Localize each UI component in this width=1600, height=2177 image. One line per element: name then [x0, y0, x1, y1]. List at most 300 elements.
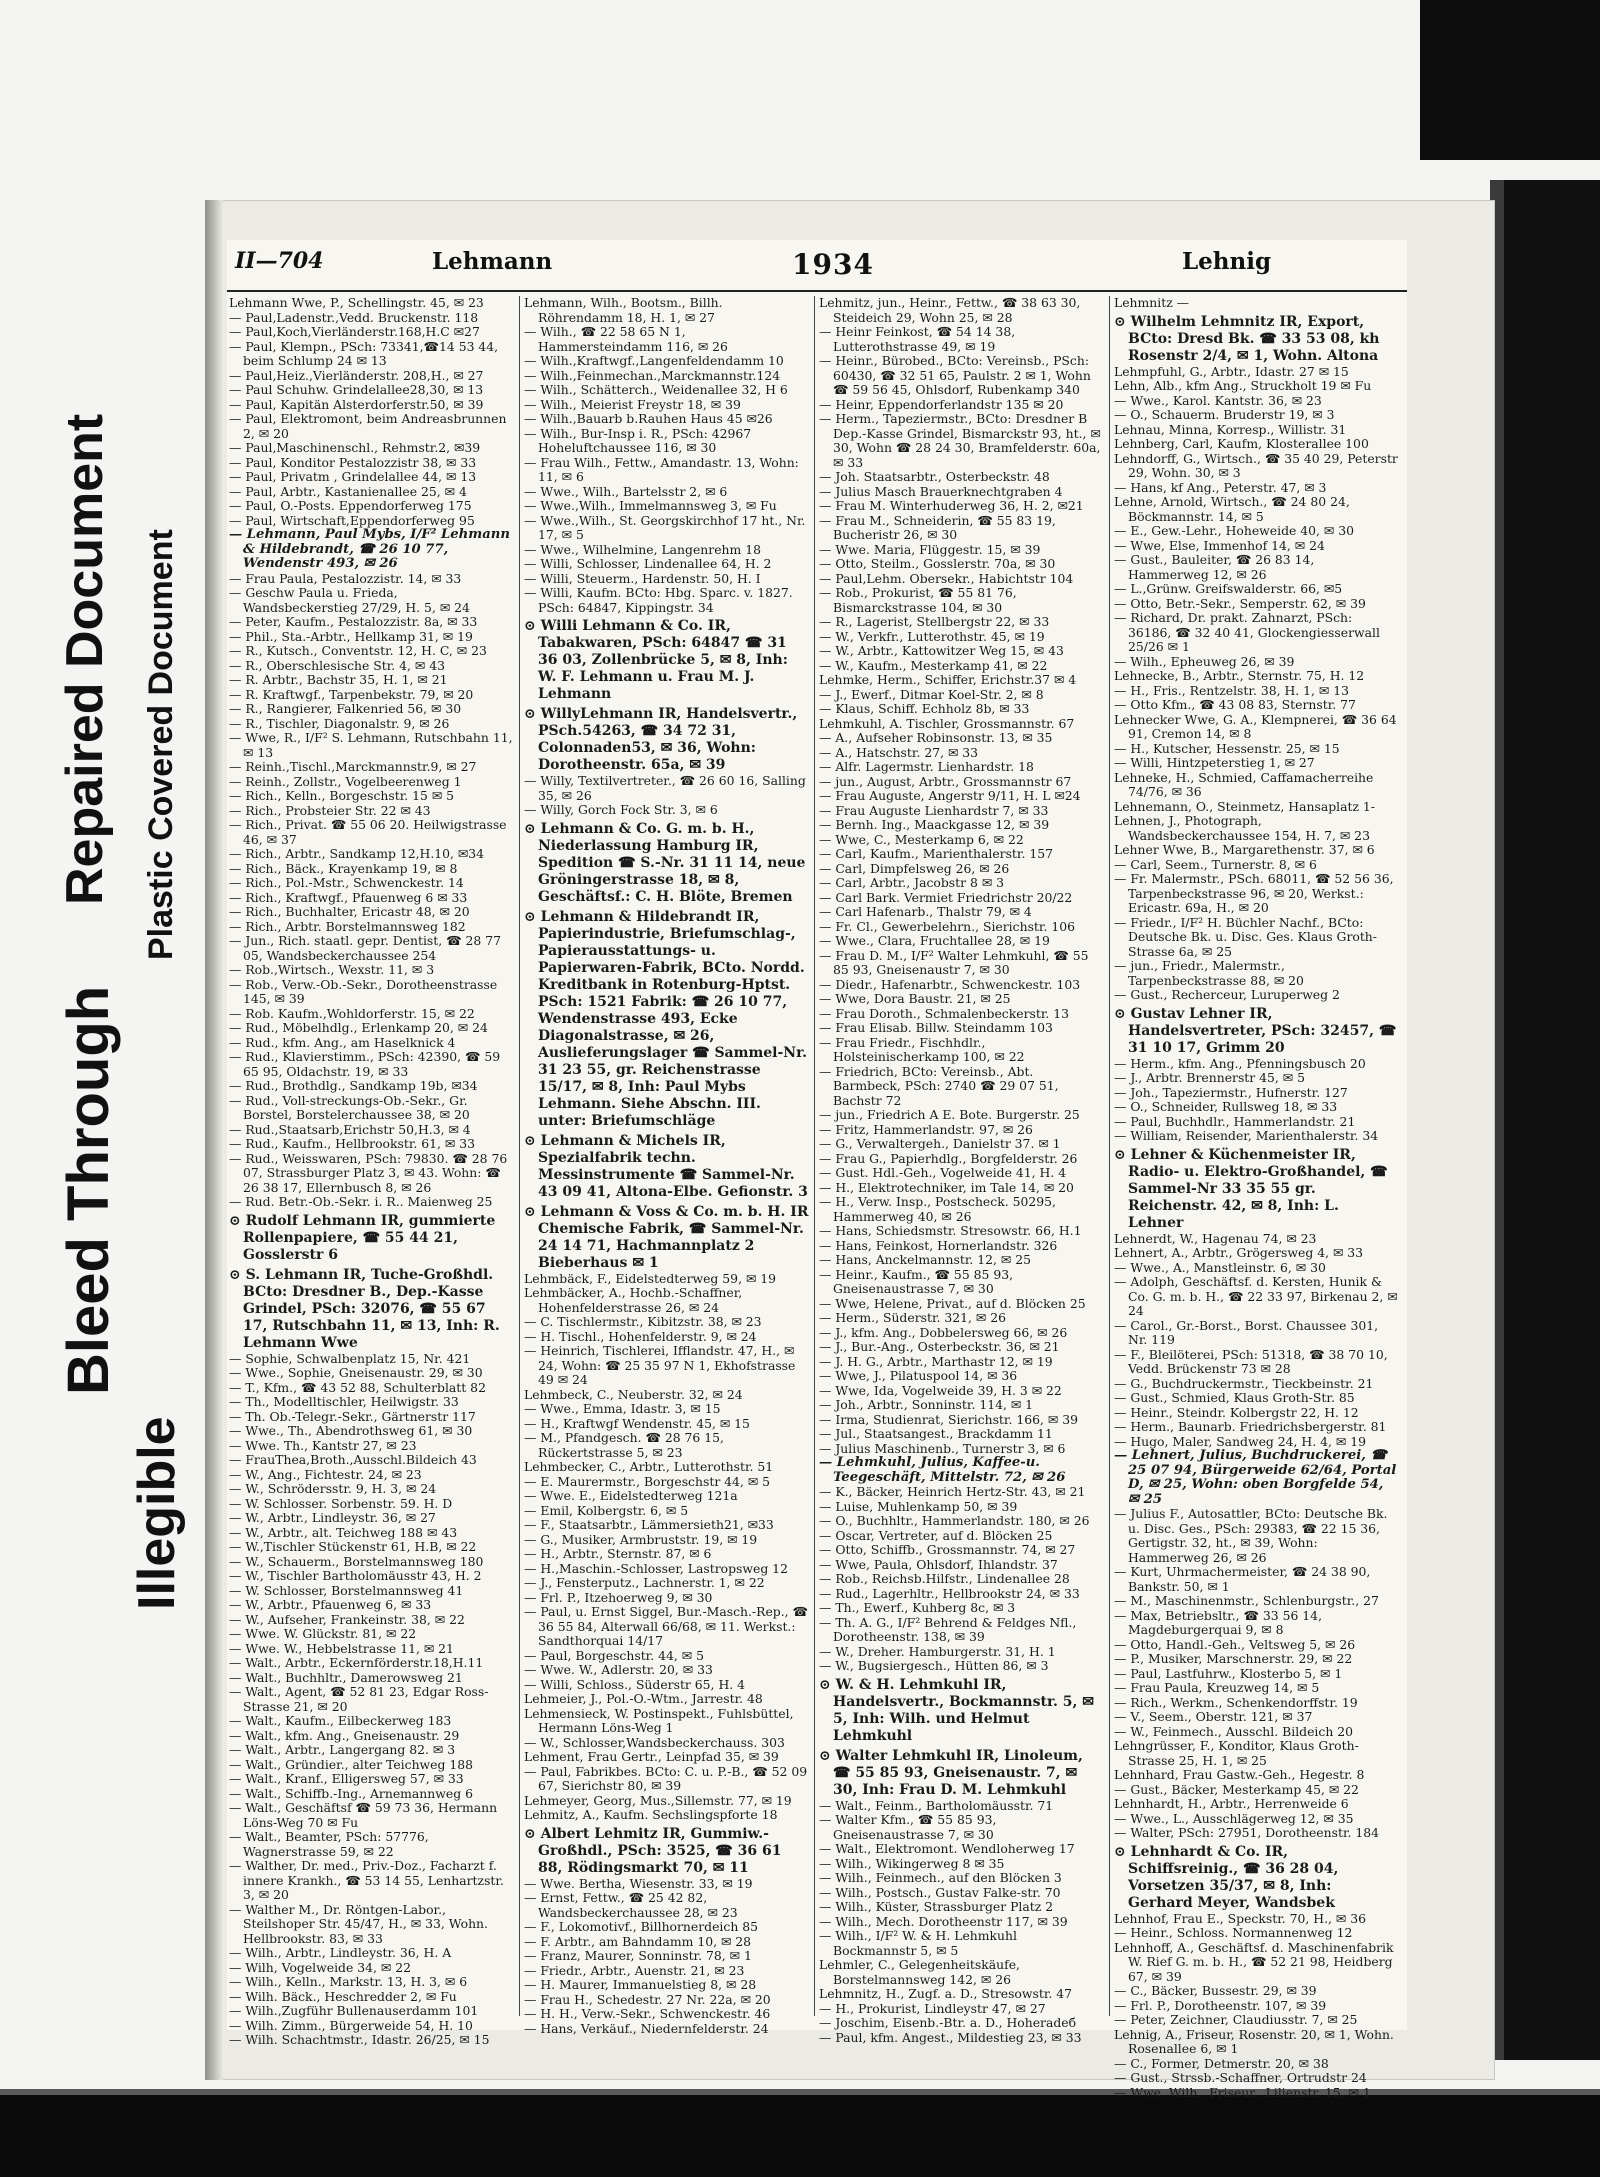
- directory-entry: — Wilh., Feinmech., auf den Blöcken 3: [819, 1870, 1062, 1885]
- directory-entry: — Paul, Kapitän Alsterdorferstr.50, ✉ 39: [229, 396, 484, 412]
- directory-entry: — Frau Friedr., Fischhdlr., Holsteinischerkamp 100, ✉ 22: [819, 1034, 1025, 1064]
- directory-entry: — Diedr., Hafenarbtr., Schwenckestr. 103: [819, 976, 1081, 992]
- directory-entry: — Rich., Kelln., Borgeschstr. 15 ✉ 5: [229, 788, 455, 803]
- directory-entry: — Max, Betriebsltr., ☎ 33 56 14, Magdeburgerquai 9, ✉ 8: [1114, 1607, 1323, 1637]
- directory-entry: — Walther, Dr. med., Priv.-Doz., Facharzt f. innere Krankh., ☎ 53 14 55, Lenhartzstr. 3, ✉ 20: [229, 1858, 504, 1902]
- top-right-dark-border: [1420, 0, 1600, 160]
- directory-entry: — W., Kaufm., Mesterkamp 41, ✉ 22: [819, 657, 1048, 673]
- directory-entry: — H., Elektrotechniker, im Tale 14, ✉ 20: [819, 1179, 1074, 1195]
- directory-entry: — W., Aufseher, Frankeinstr. 38, ✉ 22: [229, 1611, 465, 1627]
- directory-entry: Lehmann Wwe, P., Schellingstr. 45, ✉ 23: [229, 295, 484, 310]
- directory-entry: — Carol., Gr.-Borst., Borst. Chaussee 301, Nr. 119: [1114, 1317, 1379, 1347]
- directory-entry: — Wilh., Küster, Strassburger Platz 2: [819, 1899, 1054, 1914]
- directory-entry: Lehment, Frau Gertr., Leinpfad 35, ✉ 39: [524, 1749, 779, 1764]
- directory-entry: — Gust., Recherceur, Luruperweg 2: [1114, 987, 1340, 1002]
- bottom-dark-border: [0, 2089, 1600, 2177]
- directory-entry: — Hans, Verkäuf., Niedernfelderstr. 24: [524, 2020, 769, 2036]
- directory-entry: — W., Verkfr., Lutterothstr. 45, ✉ 19: [819, 628, 1045, 644]
- directory-entry: — Willy, Textilvertreter., ☎ 26 60 16, Salling 35, ✉ 26: [524, 773, 806, 803]
- directory-entry: ⊙ Albert Lehmitz IR, Gummiw.-Großhdl., PSch: 3525, ☎ 36 61 88, Rödingsmarkt 70, ✉ 11: [524, 1825, 782, 1876]
- directory-entry: — Rob., Reichsb.Hilfstr., Lindenallee 28: [819, 1571, 1070, 1586]
- column-rule: [1109, 296, 1110, 2016]
- directory-entry: — Hans, Schiedsmstr. Stresowstr. 66, H.1: [819, 1223, 1082, 1238]
- directory-entry: — Herm., Süderstr. 321, ✉ 26: [819, 1310, 1007, 1325]
- directory-entry: — Heinr., Bürobed., BCto: Vereinsb., PSch: 60430, ☎ 32 51 65, Paulstr. 2 ✉ 1, Wohn ☎ 59 56 45, Ohlsdorf, Rubenkamp 340: [819, 353, 1091, 397]
- directory-entry: Lehmkuhl, A. Tischler, Grossmannstr. 67: [819, 715, 1075, 731]
- directory-entry: — Lehmann, Paul Mybs, I/F² Lehmann & Hildebrandt, ☎ 26 10 77, Wendenstr 493, ✉ 26: [229, 527, 510, 571]
- directory-entry: — Gust. Hdl.-Geh., Vogelweide 41, H. 4: [819, 1165, 1067, 1180]
- directory-entry: — R. Arbtr., Bachstr 35, H. 1, ✉ 21: [229, 672, 448, 687]
- directory-entry: — Heinr Feinkost, ☎ 54 14 38, Lutterothstrasse 49, ✉ 19: [819, 324, 1016, 354]
- directory-entry: — Wwe. W. Glückstr. 81, ✉ 22: [229, 1626, 417, 1641]
- directory-entry: — Gust., Schmied, Klaus Groth-Str. 85: [1114, 1390, 1355, 1405]
- column-rule: [519, 296, 520, 2016]
- directory-entry: — J., Bur.-Ang., Osterbeckstr. 36, ✉ 21: [819, 1339, 1060, 1354]
- directory-entry: — Herm., Tapeziermstr., BCto: Dresdner B Dep.-Kasse Grindel, Bismarckstr 93, ht., ✉ 30, Wohn ☎ 28 24 30, Bramfelderstr. 60a, ✉ 33: [819, 411, 1101, 470]
- directory-entry: — Carl, Seem., Turnerstr. 8, ✉ 6: [1114, 856, 1317, 872]
- directory-entry: — Rud., Kaufm., Hellbrookstr. 61, ✉ 33: [229, 1136, 476, 1151]
- label-bleed-through: Bleed Through: [56, 985, 121, 1395]
- directory-entry: — Rud., Lagerhltr., Hellbrookstr 24, ✉ 33: [819, 1585, 1080, 1601]
- directory-entry: — Wwe, Dora Baustr. 21, ✉ 25: [819, 991, 1011, 1006]
- directory-entry: — Wwe, Wilh., Friseur., Lilienstr. 15, ✉ 1: [1114, 2084, 1371, 2100]
- column-1: [229, 295, 514, 2047]
- directory-entry: ⊙ Lehnhardt & Co. IR, Schiffsreinig., ☎ 36 28 04, Vorsetzen 35/37, ✉ 8, Inh: Gerhard Meyer, Wandsbek: [1114, 1843, 1339, 1911]
- directory-entry: — Wwe, Helene, Privat., auf d. Blöcken 25: [819, 1295, 1086, 1311]
- directory-entry: — J., Ewerf., Ditmar Koel-Str. 2, ✉ 8: [819, 686, 1044, 702]
- directory-entry: — L.,Grünw. Greifswalderstr. 66, ✉5: [1114, 581, 1343, 596]
- directory-entry: — R., Oberschlesische Str. 4, ✉ 43: [229, 657, 446, 673]
- running-header: [227, 240, 1407, 292]
- directory-entry: — Frau Paula, Pestalozzistr. 14, ✉ 33: [229, 570, 462, 586]
- directory-entry: Lehmbeck, C., Neuberstr. 32, ✉ 24: [524, 1386, 743, 1402]
- directory-entry: — Luise, Muhlenkamp 50, ✉ 39: [819, 1498, 1018, 1514]
- directory-entry: Lehndorff, G., Wirtsch., ☎ 35 40 29, Peterstr 29, Wohn. 30, ✉ 3: [1114, 450, 1398, 480]
- directory-entry: — Carl Hafenarb., Thalstr 79, ✉ 4: [819, 904, 1032, 919]
- directory-entry: — Geschw Paula u. Frieda, Wandsbeckerstieg 27/29, H. 5, ✉ 24: [229, 585, 470, 615]
- directory-entry: — Wilh., Kelln., Markstr. 13, H. 3, ✉ 6: [229, 1974, 468, 1989]
- directory-entry: — Wwe.,Wilh., St. Georgskirchhof 17 ht., Nr. 17, ✉ 5: [524, 512, 806, 542]
- directory-entry: — Joschim, Eisenb.-Btr. a. D., Hoheradeб: [819, 2015, 1077, 2030]
- directory-entry: — Wwe, R., I/F² S. Lehmann, Rutschbahn 11, ✉ 13: [229, 730, 513, 760]
- directory-page: [227, 240, 1407, 2100]
- directory-entry: — Paul, Lastfuhrw., Klosterbo 5, ✉ 1: [1114, 1665, 1343, 1681]
- directory-entry: — Walt., Arbtr., Eckernförderstr.18,H.11: [229, 1655, 484, 1670]
- directory-entry: — Walt., Agent, ☎ 52 81 23, Edgar Ross-Strasse 21, ✉ 20: [229, 1684, 489, 1714]
- label-repaired-document: Repaired Document: [56, 413, 114, 905]
- directory-entry: Lehnhardt, H., Arbtr., Herrenweide 6: [1114, 1796, 1349, 1811]
- directory-entry: — W., Arbtr., Kattowitzer Weg 15, ✉ 43: [819, 643, 1064, 658]
- directory-entry: Lehmann, Wilh., Bootsm., Billh. Röhrendamm 18, H. 1, ✉ 27: [524, 295, 723, 325]
- directory-entry: ⊙ Lehmann & Co. G. m. b. H., Niederlassung Hamburg IR, Spedition ☎ S.-Nr. 31 11 14, neue Gröningerstrasse 18, ✉ 8, Geschäftsf.: C. H. Blöte, Bremen: [524, 820, 806, 905]
- directory-entry: Lehmensieck, W. Postinspekt., Fuhlsbüttel, Hermann Löns-Weg 1: [524, 1705, 794, 1735]
- directory-entry: — Paul, Konditor Pestalozzistr 38, ✉ 33: [229, 454, 477, 470]
- directory-entry: — Lehmkuhl, Julius, Kaffee-u. Teegeschäft, Mittelstr. 72, ✉ 26: [819, 1455, 1066, 1485]
- directory-entry: — Rich., Probsteier Str. 22 ✉ 43: [229, 802, 431, 818]
- directory-entry: — jun., Friedr., Malermstr., Tarpenbeckstrasse 88, ✉ 20: [1114, 958, 1304, 988]
- directory-entry: — Heinr, Eppendorferlandstr 135 ✉ 20: [819, 396, 1064, 412]
- directory-entry: — Paul, O.-Posts. Eppendorferweg 175: [229, 498, 472, 513]
- directory-entry: — Joh., Tapeziermstr., Hufnerstr. 127: [1114, 1084, 1348, 1100]
- directory-entry: — H. Maurer, Immanuelstieg 8, ✉ 28: [524, 1977, 757, 1992]
- directory-entry: — H.,Maschin.-Schlosser, Lastropsweg 12: [524, 1560, 788, 1576]
- directory-entry: — Wwe., Th., Abendrothsweg 61, ✉ 30: [229, 1423, 473, 1438]
- directory-entry: — Rud.,Staatsarb,Erichstr 50,H.3, ✉ 4: [229, 1121, 471, 1137]
- directory-entry: ⊙ Lehmann & Hildebrandt IR, Papierindustrie, Briefumschlag-, Papierausstattungs- u. Papierwaren-Fabrik, BCto. Nordd. Kreditbank in Rotenburg-Hptst. PSch: 1521 Fabrik: ☎ 26 10 77, Wendenstrasse 493, Ecke Diagonalstrasse, ✉ 26, Auslieferungslager ☎ Sammel-Nr. 31 23 55, gr. Reichenstrasse 15/17, ✉ 8, Inh: Paul Mybs Lehmann. Siehe Abschn. III. unter: Briefumschläge: [524, 908, 808, 1129]
- directory-entry: Lehnhof, Frau E., Speckstr. 70, H., ✉ 36: [1114, 1910, 1366, 1926]
- directory-entry: — Frau Auguste, Angerstr 9/11, H. L ✉24: [819, 788, 1081, 803]
- directory-entry: — H., Kutscher, Hessenstr. 25, ✉ 15: [1114, 740, 1340, 756]
- directory-entry: Lehnberg, Carl, Kaufm, Klosterallee 100: [1114, 436, 1369, 451]
- directory-entry: — P., Musiker, Marschnerstr. 29, ✉ 22: [1114, 1651, 1353, 1666]
- directory-entry: — Rud. Betr.-Ob.-Sekr. i. R.. Maienweg 25: [229, 1194, 493, 1209]
- directory-entry: ⊙ WillyLehmann IR, Handelsvertr., PSch.54263, ☎ 34 72 31, Colonnaden53, ✉ 36, Wohn: Dorotheenstr. 65a, ✉ 39: [524, 706, 798, 773]
- directory-entry: — Frau H., Schedestr. 27 Nr. 22a, ✉ 20: [524, 1991, 771, 2007]
- directory-entry: — C., Former, Detmerstr. 20, ✉ 38: [1114, 2055, 1329, 2071]
- directory-entry: — Jul., Staatsangest., Brackdamm 11: [819, 1426, 1053, 1441]
- directory-entry: — G., Buchdruckermstr., Tieckbeinstr. 21: [1114, 1375, 1374, 1391]
- directory-entry: — Friedr., Arbtr., Auenstr. 21, ✉ 23: [524, 1962, 745, 1978]
- directory-entry: — Walt., Beamter, PSch: 57776, Wagnerstrasse 59, ✉ 22: [229, 1829, 429, 1859]
- directory-entry: — Wwe. W., Adlerstr. 20, ✉ 33: [524, 1662, 713, 1677]
- directory-entry: — Walther M., Dr. Röntgen-Labor., Steilshoper Str. 45/47, H., ✉ 33, Wohn. Hellbrookstr. 83, ✉ 33: [229, 1901, 488, 1946]
- directory-entry: — O., Schneider, Rullsweg 18, ✉ 33: [1114, 1099, 1338, 1114]
- directory-entry: — Carl, Kaufm., Marienthalerstr. 157: [819, 846, 1053, 861]
- directory-entry: ⊙ Walter Lehmkuhl IR, Linoleum, ☎ 55 85 93, Gneisenaustr. 7, ✉ 30, Inh: Frau D. M. Lehmkuhl: [819, 1747, 1083, 1798]
- directory-entry: — Wwe. Maria, Flüggestr. 15, ✉ 39: [819, 541, 1041, 557]
- directory-entry: — Wwe. Th., Kantstr 27, ✉ 23: [229, 1437, 417, 1453]
- directory-entry: — Carl, Dimpfelsweg 26, ✉ 26: [819, 860, 1010, 876]
- directory-entry: Lehmler, C., Gelegenheitskäufe, Borstelmannsweg 142, ✉ 26: [819, 1957, 1020, 1987]
- directory-entry: — Ernst, Fettw., ☎ 25 42 82, Wandsbeckerchaussee 28, ✉ 23: [524, 1890, 738, 1920]
- directory-entry: — William, Reisender, Marienthalerstr. 34: [1114, 1128, 1379, 1143]
- directory-entry: — Otto, Betr.-Sekr., Semperstr. 62, ✉ 39: [1114, 595, 1366, 611]
- directory-entry: — W., Tischler Bartholomäusstr 43, H. 2: [229, 1568, 482, 1583]
- column-rule: [814, 296, 815, 2016]
- directory-entry: — Wilh. Schachtmstr., Idastr. 26/25, ✉ 15: [229, 2032, 490, 2047]
- directory-entry: — Paul, Fabrikbes. BCto: C. u. P.-B., ☎ 52 09 67, Sierichstr 80, ✉ 39: [524, 1763, 808, 1793]
- directory-entry: — Alfr. Lagermstr. Lienhardstr. 18: [819, 759, 1034, 774]
- directory-entry: — Franz, Maurer, Sonninstr. 78, ✉ 1: [524, 1948, 752, 1963]
- directory-entry: Lehnerdt, W., Hagenau 74, ✉ 23: [1114, 1230, 1317, 1246]
- directory-entry: — Walt., Buchhltr., Damerowsweg 21: [229, 1669, 463, 1685]
- directory-entry: — W., Arbtr., alt. Teichweg 188 ✉ 43: [229, 1524, 458, 1540]
- column-2: [524, 295, 809, 2036]
- directory-entry: — Gust., Bauleiter, ☎ 26 83 14, Hammerweg 12, ✉ 26: [1114, 552, 1315, 582]
- label-illegible: Illegible: [128, 1416, 186, 1610]
- directory-entry: — F. Arbtr., am Bahndamm 10, ✉ 28: [524, 1933, 752, 1949]
- directory-entry: — W.,Tischler Stückenstr 61, H.B, ✉ 22: [229, 1539, 477, 1554]
- directory-entry: ⊙ Rudolf Lehmann IR, gummierte Rollenpapiere, ☎ 55 44 21, Gosslerstr 6: [229, 1212, 496, 1263]
- directory-entry: — Th. Ob.-Telegr.-Sekr., Gärtnerstr 117: [229, 1408, 476, 1424]
- directory-entry: — Bernh. Ing., Maackgasse 12, ✉ 39: [819, 817, 1050, 832]
- directory-entry: — Frau M. Winterhuderweg 36, H. 2, ✉21: [819, 498, 1084, 513]
- defect-labels-panel: [0, 0, 210, 2177]
- directory-entry: — Wilh.,Bauarb b.Rauhen Haus 45 ✉26: [524, 411, 773, 426]
- directory-entry: — Frau G., Papierhdlg., Borgfelderstr. 26: [819, 1150, 1078, 1166]
- directory-entry: — Willy, Gorch Fock Str. 3, ✉ 6: [524, 802, 718, 817]
- directory-entry: Lehmnitz, H., Zugf. a. D., Stresowstr. 47: [819, 1986, 1073, 2001]
- directory-entry: ⊙ Lehmann & Voss & Co. m. b. H. IR Chemische Fabrik, ☎ Sammel-Nr. 24 14 71, Hachmannplatz 2 Bieberhaus ✉ 1: [524, 1203, 809, 1271]
- directory-entry: — Walt., Kaufm., Eilbeckerweg 183: [229, 1713, 452, 1728]
- directory-entry: Lehnecker Wwe, G. A., Klempnerei, ☎ 36 64 91, Cremon 14, ✉ 8: [1114, 711, 1397, 741]
- directory-entry: — Paul, u. Ernst Siggel, Bur.-Masch.-Rep., ☎ 36 55 84, Alterwall 66/68, ✉ 11. Werkst.: Sandthorquai 14/17: [524, 1604, 808, 1648]
- directory-entry: — G., Verwaltergeh., Danielstr 37. ✉ 1: [819, 1136, 1061, 1151]
- directory-entry: Lehnemann, O., Steinmetz, Hansaplatz 1-: [1114, 798, 1376, 814]
- directory-entry: — jun., Friedrich A E. Bote. Burgerstr. 25: [819, 1107, 1080, 1122]
- directory-entry: — Wwe, Ida, Vogelweide 39, H. 3 ✉ 22: [819, 1382, 1062, 1398]
- binding-shadow: [205, 200, 223, 2080]
- directory-entry: — H., Arbtr., Sternstr. 87, ✉ 6: [524, 1546, 712, 1561]
- directory-entry: ⊙ Wilhelm Lehmnitz IR, Export, BCto: Dresd Bk. ☎ 33 53 08, kh Rosenstr 2/4, ✉ 1, Wohn. Altona: [1114, 313, 1380, 364]
- directory-entry: Lehmpfuhl, G., Arbtr., Idastr. 27 ✉ 15: [1114, 363, 1349, 379]
- directory-entry: — Rich., Privat. ☎ 55 06 20. Heilwigstrasse 46, ✉ 37: [229, 817, 507, 847]
- directory-entry: — Walt., Kranf., Elligersweg 57, ✉ 33: [229, 1771, 464, 1786]
- directory-entry: — Frau Wilh., Fettw., Amandastr. 13, Wohn: 11, ✉ 6: [524, 454, 799, 484]
- directory-entry: Lehnen, J., Photograph, Wandsbeckerchaussee 154, H. 7, ✉ 23: [1114, 813, 1370, 843]
- directory-entry: — Julius Maschinenb., Turnerstr 3, ✉ 6: [819, 1440, 1066, 1456]
- header-year: 1934: [792, 248, 874, 281]
- directory-entry: — Wilh.,Feinmechan.,Marckmannstr.124: [524, 367, 781, 383]
- directory-entry: — H., Prokurist, Lindleystr 47, ✉ 27: [819, 2000, 1046, 2016]
- directory-entry: — Wwe.,Wilh., Immelmannsweg 3, ✉ Fu: [524, 498, 777, 513]
- directory-entry: ⊙ Willi Lehmann & Co. IR, Tabakwaren, PSch: 64847 ☎ 31 36 03, Zollenbrücke 5, ✉ 8, Inh: W. F. Lehmann u. Frau M. J. Lehmann: [524, 618, 788, 702]
- directory-entry: Lehmitz, A., Kaufm. Sechslingspforte 18: [524, 1807, 778, 1822]
- directory-entry: — Th., Modelltischler, Heilwigstr. 33: [229, 1394, 459, 1409]
- directory-entry: — F., Lokomotivf., Billhornerdeich 85: [524, 1919, 759, 1934]
- directory-entry: — Frau Elisab. Billw. Steindamm 103: [819, 1020, 1053, 1035]
- directory-entry: — Wilh., Bur-Insp i. R., PSch: 42967 Hoheluftchaussee 116, ✉ 30: [524, 425, 752, 455]
- directory-entry: — Wilh., Schätterch., Weidenallee 32, H 6: [524, 382, 788, 397]
- directory-entry: — Wwe. Bertha, Wiesenstr. 33, ✉ 19: [524, 1875, 753, 1891]
- directory-entry: — Sophie, Schwalbenplatz 15, Nr. 421: [229, 1350, 471, 1366]
- directory-entry: — H., Verw. Insp., Postscheck. 50295, Hammerweg 40, ✉ 26: [819, 1194, 1056, 1224]
- scanned-page-sheet: [205, 200, 1495, 2100]
- directory-entry: — Frau Doroth., Schmalenbeckerstr. 13: [819, 1005, 1070, 1021]
- directory-entry: — Herm., kfm. Ang., Pfenningsbusch 20: [1114, 1055, 1366, 1071]
- label-plastic-covered-document: Plastic Covered Document: [142, 529, 180, 960]
- directory-entry: Lehmitz, jun., Heinr., Fettw., ☎ 38 63 30, Steideich 29, Wohn 25, ✉ 28: [819, 295, 1081, 325]
- directory-entry: — Joh. Staatsarbtr., Osterbeckstr. 48: [819, 469, 1050, 484]
- directory-entry: — Wwe., Emma, Idastr. 3, ✉ 15: [524, 1401, 721, 1416]
- directory-entry: — Walt., Feinm., Bartholomäusstr. 71: [819, 1797, 1054, 1813]
- directory-entry: — Wwe., Clara, Fruchtallee 28, ✉ 19: [819, 933, 1050, 948]
- directory-entry: — Reinh., Zollstr., Vogelbeerenweg 1: [229, 773, 462, 789]
- directory-entry: — Wilh., Meierist Freystr 18, ✉ 39: [524, 396, 741, 412]
- directory-entry: — W., Bugsiergesch., Hütten 86, ✉ 3: [819, 1658, 1049, 1673]
- directory-entry: — Rob.,Wirtsch., Wexstr. 11, ✉ 3: [229, 962, 435, 977]
- directory-entry: — Rich., Pol.-Mstr., Schwenckestr. 14: [229, 875, 464, 890]
- directory-entry: — Rich., Arbtr. Borstelmannsweg 182: [229, 918, 466, 934]
- directory-entry: — Paul, Elektromont, beim Andreasbrunnen 2, ✉ 20: [229, 411, 507, 441]
- directory-entry: — Walt., Arbtr., Langergang 82. ✉ 3: [229, 1742, 456, 1757]
- directory-entry: — Otto Kfm., ☎ 43 08 83, Sternstr. 77: [1114, 697, 1356, 712]
- directory-entry: — O., Schauerm. Bruderstr 19, ✉ 3: [1114, 407, 1335, 422]
- directory-entry: — Carl Bark. Vermiet Friedrichstr 20/22: [819, 889, 1073, 905]
- directory-entry: — Frl. P., Itzehoerweg 9, ✉ 30: [524, 1589, 713, 1605]
- directory-entry: Lehmke, Herm., Schiffer, Erichstr.37 ✉ 4: [819, 672, 1077, 687]
- directory-entry: — Walter, PSch: 27951, Dorotheenstr. 184: [1114, 1825, 1380, 1840]
- directory-entry: — H., Kraftwgf Wendenstr. 45, ✉ 15: [524, 1415, 750, 1431]
- directory-entry: — Wwe, C., Mesterkamp 6, ✉ 22: [819, 831, 1024, 847]
- directory-entry: — Rich., Bäck., Krayenkamp 19, ✉ 8: [229, 860, 458, 876]
- directory-entry: — Carl, Arbtr., Jacobstr 8 ✉ 3: [819, 875, 1005, 890]
- directory-entry: — Phil., Sta.-Arbtr., Hellkamp 31, ✉ 19: [229, 628, 473, 644]
- directory-entry: — Rud., Möbelhdlg., Erlenkamp 20, ✉ 24: [229, 1020, 488, 1035]
- directory-entry: — R., Lagerist, Stellbergstr 22, ✉ 33: [819, 614, 1050, 629]
- directory-entry: — Walt., Schiffb.-Ing., Arnemannweg 6: [229, 1785, 473, 1801]
- directory-entry: — Rud., Brothdlg., Sandkamp 19b, ✉34: [229, 1078, 478, 1093]
- directory-entry: — Frau M., Schneiderin, ☎ 55 83 19, Bucheristr 26, ✉ 30: [819, 512, 1056, 542]
- header-last-entry: Lehnig: [1182, 248, 1272, 275]
- directory-entry: — W. Schlosser, Borstelmannsweg 41: [229, 1582, 464, 1598]
- directory-columns: [227, 295, 1407, 2100]
- directory-entry: — Frl. P., Dorotheenstr. 107, ✉ 39: [1114, 1997, 1327, 2013]
- directory-entry: — Otto, Handl.-Geh., Veltsweg 5, ✉ 26: [1114, 1636, 1356, 1652]
- directory-entry: — Paul Schuhw. Grindelallee28,30, ✉ 13: [229, 382, 484, 397]
- directory-entry: — F., Staatsarbtr., Lämmersieth21, ✉33: [524, 1517, 774, 1532]
- directory-entry: — Herm., Baunarb. Friedrichsbergerstr. 81: [1114, 1419, 1387, 1434]
- directory-entry: — Wwe., Wilhelmine, Langenrehm 18: [524, 541, 761, 557]
- directory-entry: — Lehnert, Julius, Buchdruckerei, ☎ 25 07 94, Bürgerweide 62/64, Portal D, ✉ 25, Wohn: oben Borgfelde 54, ✉ 25: [1114, 1448, 1397, 1507]
- directory-entry: — Heinr., Kaufm., ☎ 55 85 93, Gneisenaustrasse 7, ✉ 30: [819, 1266, 1014, 1296]
- directory-entry: — Hans, kf Ang., Peterstr. 47, ✉ 3: [1114, 479, 1327, 495]
- directory-entry: — R., Kutsch., Conventstr. 12, H. C, ✉ 23: [229, 643, 487, 658]
- directory-entry: — Paul, Wirtschaft,Eppendorferweg 95: [229, 512, 475, 528]
- directory-entry: — Friedrich, BCto: Vereinsb., Abt. Barmbeck, PSch: 2740 ☎ 29 07 51, Bachstr 72: [819, 1063, 1059, 1108]
- directory-entry: — K., Bäcker, Heinrich Hertz-Str. 43, ✉ 21: [819, 1484, 1086, 1499]
- directory-entry: — Paul,Heiz.,Vierländerstr. 208,H., ✉ 27: [229, 367, 484, 383]
- directory-entry: — Peter, Zeichner, Claudiusstr. 7, ✉ 25: [1114, 2012, 1358, 2027]
- directory-entry: — Walter Kfm., ☎ 55 85 93, Gneisenaustrasse 7, ✉ 30: [819, 1812, 997, 1842]
- directory-entry: — Wwe. W., Hebbelstrasse 11, ✉ 21: [229, 1640, 454, 1656]
- directory-entry: — A., Aufseher Robinsonstr. 13, ✉ 35: [819, 730, 1053, 745]
- directory-entry: — R. Kraftwgf., Tarpenbekstr. 79, ✉ 20: [229, 686, 474, 702]
- directory-entry: — Frau Paula, Kreuzweg 14, ✉ 5: [1114, 1680, 1320, 1695]
- directory-entry: — Willi, Hintzpeterstieg 1, ✉ 27: [1114, 755, 1315, 770]
- directory-entry: — G., Musiker, Armbruststr. 19, ✉ 19: [524, 1531, 758, 1547]
- directory-entry: — H. Tischl., Hohenfelderstr. 9, ✉ 24: [524, 1328, 757, 1344]
- directory-entry: — Joh., Arbtr., Sonninstr. 114, ✉ 1: [819, 1397, 1034, 1412]
- directory-entry: Lehmeier, J., Pol.-O.-Wtm., Jarrestr. 48: [524, 1691, 763, 1706]
- directory-entry: — Th. A. G., I/F² Behrend & Feldges Nfl., Dorotheenstr. 138, ✉ 39: [819, 1614, 1077, 1644]
- directory-entry: — Wilh.,Kraftwgf.,Langenfeldendamm 10: [524, 353, 784, 368]
- directory-entry: — Rich., Arbtr., Sandkamp 12,H.10, ✉34: [229, 846, 485, 861]
- directory-entry: — Wwe, Else, Immenhof 14, ✉ 24: [1114, 537, 1325, 553]
- directory-entry: — Rud., kfm. Ang., am Haselknick 4: [229, 1034, 456, 1050]
- directory-entry: — Th., Ewerf., Kuhberg 8c, ✉ 3: [819, 1600, 1016, 1615]
- directory-entry: — F., Bleilöterei, PSch: 51318, ☎ 38 70 10, Vedd. Brückenstr 73 ✉ 28: [1114, 1346, 1388, 1376]
- directory-entry: — Wwe. E., Eidelstedterweg 121a: [524, 1488, 738, 1503]
- directory-entry: — Hugo, Maler, Sandweg 24, H. 4, ✉ 19: [1114, 1433, 1366, 1449]
- directory-entry: — Wwe, Paula, Ohlsdorf, Ihlandstr. 37: [819, 1556, 1058, 1572]
- directory-entry: — Paul, Klempn., PSch: 73341,☎14 53 44, beim Schlump 24 ✉ 13: [229, 338, 499, 368]
- directory-entry: — Julius F., Autosattler, BCto: Deutsche Bk. u. Disc. Ges., PSch: 29383, ☎ 22 15 36, Gertigstr. 32, ht., ✉ 39, Wohn: Hammerweg 26, ✉ 26: [1114, 1506, 1388, 1565]
- directory-entry: Lehnert, A., Arbtr., Grögersweg 4, ✉ 33: [1114, 1245, 1364, 1260]
- directory-entry: Lehngrüsser, F., Konditor, Klaus Groth-Strasse 25, H. 1, ✉ 25: [1114, 1738, 1359, 1768]
- directory-entry: — Paul, Arbtr., Kastanienallee 25, ✉ 4: [229, 483, 467, 499]
- directory-entry: Lehmnitz —: [1114, 295, 1190, 310]
- directory-entry: — Paul,Ladenstr.,Vedd. Bruckenstr. 118: [229, 309, 479, 325]
- directory-entry: Lehmeyer, Georg, Mus.,Sillemstr. 77, ✉ 19: [524, 1792, 792, 1808]
- directory-entry: — T., Kfm., ☎ 43 52 88, Schulterblatt 82: [229, 1379, 486, 1395]
- directory-entry: — Emil, Kolbergstr. 6, ✉ 5: [524, 1502, 689, 1518]
- directory-entry: Lehne, Arnold, Wirtsch., ☎ 24 80 24, Böckmannstr. 14, ✉ 5: [1114, 494, 1350, 524]
- directory-entry: — R., Rangierer, Falkenried 56, ✉ 30: [229, 701, 462, 716]
- directory-entry: — Hans, Anckelmannstr. 12, ✉ 25: [819, 1252, 1032, 1267]
- directory-entry: — Wwe., Wilh., Bartelsstr 2, ✉ 6: [524, 483, 728, 499]
- directory-entry: — Rob., Verw.-Ob.-Sekr., Dorotheenstrasse 145, ✉ 39: [229, 976, 498, 1006]
- directory-entry: — Rich., Werkm., Schenkendorffstr. 19: [1114, 1694, 1358, 1710]
- directory-entry: — Wwe., L., Ausschlägerweg 12, ✉ 35: [1114, 1810, 1354, 1826]
- directory-entry: — W., Arbtr., Pfauenweg 6, ✉ 33: [229, 1597, 432, 1612]
- directory-entry: — FrauThea,Broth.,Ausschl.Bildeich 43: [229, 1452, 477, 1467]
- directory-entry: ⊙ S. Lehmann IR, Tuche-Großhdl. BCto: Dresdner B., Dep.-Kasse Grindel, PSch: 32076, ☎ 55 67 17, Rutschbahn 11, ✉ 13, Inh: R. Lehmann Wwe: [229, 1266, 500, 1351]
- directory-entry: — Irma, Studienrat, Sierichstr. 166, ✉ 39: [819, 1411, 1078, 1427]
- directory-entry: — Paul,Maschinenschl., Rehmstr.2, ✉39: [229, 440, 481, 455]
- directory-entry: — J., Arbtr. Brennerstr 45, ✉ 5: [1114, 1070, 1305, 1085]
- directory-entry: — Rud., Klavierstimm., PSch: 42390, ☎ 59 65 95, Oldachstr. 19, ✉ 33: [229, 1049, 501, 1079]
- directory-entry: — A., Hatschstr. 27, ✉ 33: [819, 744, 979, 760]
- directory-entry: — Walt., Geschäftsf ☎ 59 73 36, Hermann Löns-Weg 70 ✉ Fu: [229, 1800, 498, 1830]
- directory-entry: Lehmbecker, C., Arbtr., Lutterothstr. 51: [524, 1459, 774, 1474]
- directory-entry: — Wilh., Arbtr., Lindleystr. 36, H. A: [229, 1945, 452, 1960]
- directory-entry: — Walt., Elektromont. Wendloherweg 17: [819, 1841, 1075, 1856]
- directory-entry: — Reinh.,Tischl.,Marckmannstr.9, ✉ 27: [229, 759, 477, 774]
- directory-entry: — W., Arbtr., Lindleystr. 36, ✉ 27: [229, 1510, 436, 1525]
- column-4: [1114, 295, 1399, 2100]
- directory-entry: — Wilh. Bäck., Heschredder 2, ✉ Fu: [229, 1988, 457, 2004]
- directory-entry: — Frau Auguste Lienhardstr 7, ✉ 33: [819, 802, 1049, 818]
- directory-entry: Lehnau, Minna, Korresp., Willistr. 31: [1114, 421, 1347, 437]
- directory-entry: — Oscar, Vertreter, auf d. Blöcken 25: [819, 1527, 1053, 1543]
- directory-entry: — Walt., kfm. Ang., Gneisenaustr. 29: [229, 1727, 460, 1743]
- directory-entry: — W., Schrödersstr. 9, H. 3, ✉ 24: [229, 1481, 437, 1496]
- directory-entry: — Wilh., I/F² W. & H. Lehmkuhl Bockmannstr 5, ✉ 5: [819, 1928, 1017, 1958]
- directory-entry: — Jun., Rich. staatl. gepr. Dentist, ☎ 28 77 05, Wandsbeckerchaussee 254: [229, 933, 501, 963]
- directory-entry: — Klaus, Schiff. Echholz 8b, ✉ 33: [819, 701, 1030, 716]
- directory-entry: Lehmbäck, F., Eidelstedterweg 59, ✉ 19: [524, 1270, 777, 1286]
- column-3: [819, 295, 1104, 2045]
- directory-entry: — C., Bäcker, Bussestr. 29, ✉ 39: [1114, 1983, 1317, 1998]
- directory-entry: — Richard, Dr. prakt. Zahnarzt, PSch: 36186, ☎ 32 40 41, Glockengiesserwall 25/26 ✉ 1: [1114, 610, 1380, 654]
- directory-entry: — V., Seem., Oberstr. 121, ✉ 37: [1114, 1709, 1313, 1724]
- right-scan-edge: [1490, 180, 1600, 2060]
- directory-entry: — Hans, Feinkost, Hornerlandstr. 326: [819, 1237, 1058, 1253]
- directory-entry: — C. Tischlermstr., Kibitzstr. 38, ✉ 23: [524, 1314, 762, 1329]
- directory-entry: — Heinr., Steindr. Kolbergstr 22, H. 12: [1114, 1404, 1359, 1420]
- directory-entry: — O., Buchhltr., Hammerlandstr. 180, ✉ 26: [819, 1513, 1090, 1528]
- directory-entry: — J., Fensterputz., Lachnerstr. 1, ✉ 22: [524, 1575, 765, 1590]
- directory-entry: — R., Tischler, Diagonalstr. 9, ✉ 26: [229, 715, 450, 731]
- directory-entry: — E. Maurermstr., Borgeschstr 44, ✉ 5: [524, 1473, 771, 1489]
- directory-entry: — W., Schlosser,Wandsbeckerchauss. 303: [524, 1734, 785, 1750]
- directory-entry: — Paul, kfm. Angest., Mildestieg 23, ✉ 33: [819, 2029, 1082, 2045]
- directory-entry: — jun., August, Arbtr., Grossmannstr 67: [819, 773, 1072, 789]
- header-first-entry: Lehmann: [432, 248, 553, 275]
- directory-entry: — M., Maschinenmstr., Schlenburgstr., 27: [1114, 1593, 1379, 1608]
- directory-entry: — Walt., Gründier., alter Teichweg 188: [229, 1756, 474, 1772]
- directory-entry: — Paul, Privatm , Grindelallee 44, ✉ 13: [229, 469, 477, 484]
- directory-entry: — Wilh., ☎ 22 58 65 N 1, Hammersteindamm 116, ✉ 26: [524, 324, 728, 354]
- directory-entry: — W., Schauerm., Borstelmannsweg 180: [229, 1553, 484, 1569]
- directory-entry: ⊙ Lehner & Küchenmeister IR, Radio- u. Elektro-Großhandel, ☎ Sammel-Nr 33 35 55 gr. Reichenstr. 42, ✉ 8, Inh: L. Lehner: [1114, 1146, 1388, 1231]
- directory-entry: Lehnig, A., Friseur, Rosenstr. 20, ✉ 1, Wohn. Rosenallee 6, ✉ 1: [1114, 2026, 1394, 2056]
- directory-entry: — W. Schlosser. Sorbenstr. 59. H. D: [229, 1495, 453, 1511]
- directory-entry: — Frau D. M., I/F² Walter Lehmkuhl, ☎ 55 85 93, Gneisenaustr 7, ✉ 30: [819, 947, 1089, 977]
- directory-entry: — Fr. Malermstr., PSch. 68011, ☎ 52 56 36, Tarpenbeckstrasse 96, ✉ 20, Werkst.: Ericastr. 69a, H., ✉ 20: [1114, 871, 1394, 915]
- directory-entry: — Rob. Kaufm.,Wohldorferstr. 15, ✉ 22: [229, 1005, 475, 1021]
